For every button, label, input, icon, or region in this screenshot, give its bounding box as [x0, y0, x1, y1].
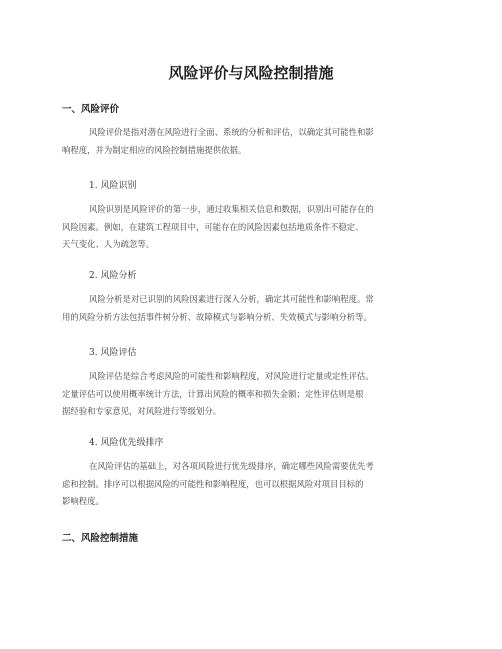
- paragraph-risk-identification: [62, 201, 442, 254]
- subheading-risk-priority: 4. 风险优先级排序: [89, 438, 164, 448]
- paragraph-risk-priority: [62, 458, 442, 511]
- paragraph-line: 风险评价是指对潜在风险进行全面、系统的分析和评估，以确定其可能性和影: [89, 127, 374, 137]
- paragraph-line: 影响程度。: [62, 496, 104, 506]
- paragraph-line: 风险因素。例如，在建筑工程项目中，可能存在的风险因素包括地质条件不稳定、: [62, 221, 364, 232]
- paragraph-line: 定量评估可以使用概率统计方法，计算出风险的概率和损失金额；定性评估则是根: [62, 388, 364, 399]
- subheading-risk-analysis: 2. 风险分析: [89, 271, 137, 281]
- paragraph-line: 风险评估是综合考虑风险的可能性和影响程度，对风险进行定量或定性评估。: [89, 371, 374, 381]
- paragraph-line: 风险识别是风险评价的第一步，通过收集相关信息和数据，识别出可能存在的: [89, 204, 374, 214]
- section-heading-risk-evaluation: 一、风险评价: [62, 104, 120, 115]
- page-title: 风险评价与风险控制措施: [168, 64, 334, 82]
- paragraph-line: 虑和控制。排序可以根据风险的可能性和影响程度，也可以根据风险对项目目标的: [62, 478, 364, 489]
- paragraph-line: 在风险评估的基础上，对各项风险进行优先级排序，确定哪些风险需要优先考: [89, 461, 374, 471]
- paragraph-line: 用的风险分析方法包括事件树分析、故障模式与影响分析、失效模式与影响分析等。: [62, 311, 372, 322]
- section-heading-risk-control: 二、风险控制措施: [62, 533, 139, 544]
- section-intro-paragraph: [62, 124, 442, 159]
- subheading-risk-assessment: 3. 风险评估: [89, 348, 137, 358]
- paragraph-line: 风险分析是对已识别的风险因素进行深入分析，确定其可能性和影响程度。常: [89, 294, 374, 304]
- paragraph-line: 天气变化、人为疏忽等。: [62, 239, 155, 249]
- paragraph-line: 响程度，并为制定相应的风险控制措施提供依据。: [62, 144, 247, 155]
- paragraph-risk-analysis: [62, 291, 442, 326]
- paragraph-risk-assessment: [62, 368, 442, 421]
- subheading-risk-identification: 1. 风险识别: [89, 181, 137, 191]
- paragraph-line: 据经验和专家意见，对风险进行等级划分。: [62, 406, 222, 416]
